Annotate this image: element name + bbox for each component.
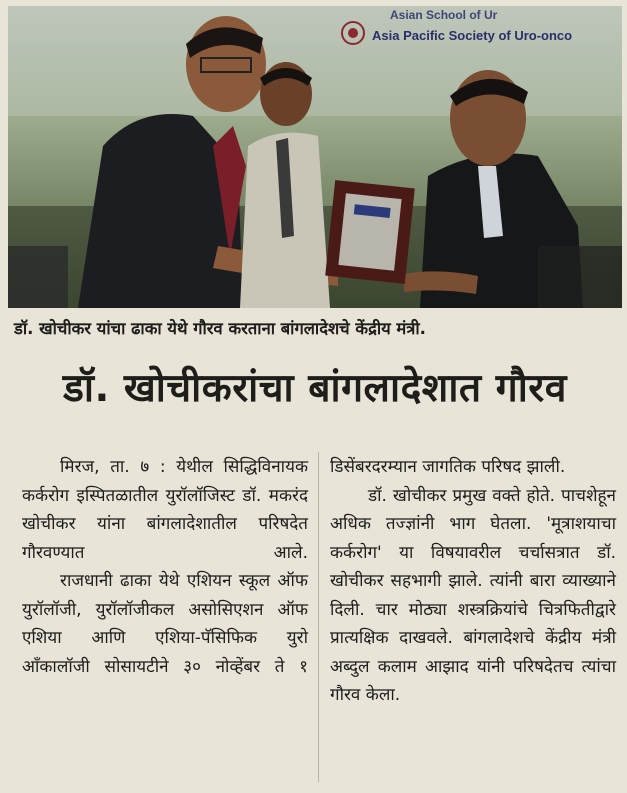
paragraph: मिरज, ता. ७ : येथील सिद्धिविनायक कर्करोग इस्पितळातील युरॉलॉजिस्ट डॉ. मकरंद खोचीकर यांना बांगलादेशातील परिषदेत गौरवण्यात आले.: [22, 457, 308, 563]
award-photo: [8, 6, 622, 308]
paragraph: राजधानी ढाका येथे एशियन स्कूल ऑफ युरॉलॉजी, युरॉलॉजीकल असोसिएशन ऑफ एशिया आणि एशिया-पॅसिफिक युरो ऑंकालॉजी सोसायटीने ३० नोव्हेंबर ते १: [22, 571, 308, 677]
paragraph: डिसेंबरदरम्यान जागतिक परिषद झाली.: [330, 457, 566, 477]
paragraph: डॉ. खोचीकर प्रमुख वक्ते होते. पाचशेहून अधिक तज्ज्ञांनी भाग घेतला. 'मूत्राशयाचा कर्करोग' या विषयावरील चर्चासत्रात डॉ. खोचीकर सहभागी झाले. त्यांनी बारा व्याख्याने दिली. चार मोठ्या शस्त्रक्रियांचे चित्रफितीद्वारे प्रात्यक्षिक दाखवले. बांगलादेशचे केंद्रीय मंत्री अब्दुल कलाम आझाद यांनी परिषदेतच त्यांचा गौरव केला.: [330, 485, 616, 705]
article-column-right: [330, 453, 616, 710]
article-headline: डॉ. खोचीकरांचा बांगलादेशात गौरव: [63, 366, 567, 411]
banner-line-1: Asian School of Ur: [390, 8, 498, 22]
photo-caption: डॉ. खोचीकर यांचा ढाका येथे गौरव करताना बांगलादेशचे केंद्रीय मंत्री.: [14, 319, 426, 338]
banner-line-2: Asia Pacific Society of Uro-onco: [372, 28, 573, 43]
society-logo-icon: [340, 20, 366, 46]
column-divider: [318, 452, 319, 782]
event-banner: [332, 6, 622, 64]
article-column-left: [22, 453, 308, 681]
